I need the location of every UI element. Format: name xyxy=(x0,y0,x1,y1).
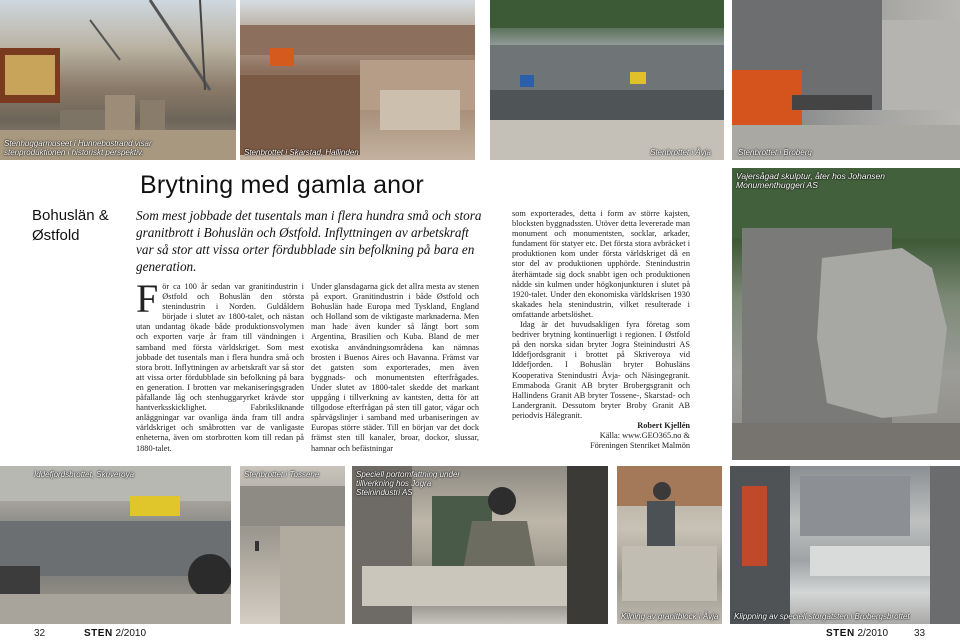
photo-jogra-door-frame xyxy=(352,466,608,624)
page-number-right: 33 xyxy=(914,628,926,639)
photo-iddefjord-scene xyxy=(0,466,231,624)
article-column-2 xyxy=(311,282,479,454)
photo-splitting-scene xyxy=(617,466,722,624)
magazine-footer-right: STEN 2/2010 xyxy=(826,628,889,639)
column-3-text-2: Idag är det huvudsakligen fyra företag som bedriver brytning kontinuerligt i regionen. I Østfold på den norska sidan bryter Jogra Steinindustri AS Iddefjordsgranit i brottet på Skriveroya vid Iddefjorden. I Bohuslän bryter Bohusläns Kooperativa Stenindustri Åvja- och Näsingegranit. Emmaboda Granit AB bryter Brobergsgranit och Hallindens Granit AB bryter Tossene-, Skarstad- och Landergranit. Dessutom bryter Broby Granit AB periodvis Hälegranit. xyxy=(512,320,690,420)
column-1-text: ör ca 100 år sedan var granitindustrin i Østfold och Bohuslän den största stenindustrin i Norden. Guldåldern började i slutet av 1800-talet, och nästan utan undantag ökade både produktionsvolymen och exporten varje år fram till vändningen i samband med första världskriget. Som mest jobbade det tusentals man i flera hundra små och stora brott. Inflyttningen av arbetskraft var så stor att vissa orter fördubblade sin befolkning på bara en generation. I brotten var mekaniseringsgraden påfallande låg och stenhuggaryrket krävde stor hantverksskicklighet. Fabriksliknande anläggningar var ovanliga ända fram till andra världskriget och småbrotten var de vanligaste enheterna, även om storbrotten kom till redan på 1880-talet. xyxy=(136,282,304,453)
photo-avja-splitting xyxy=(617,466,722,624)
photo-caption: Stenhuggarmuseet i Hunnebostrand visar stenproduktionen i historiskt perspektiv. xyxy=(4,139,152,157)
photo-broberg-quarry xyxy=(732,0,960,160)
magazine-footer-left: STEN 2/2010 xyxy=(84,628,147,639)
photo-caption: Stenbrottet i Skarstad, Hallinden xyxy=(244,148,359,157)
source-line-2: Föreningen Stenriket Malmön xyxy=(589,441,690,451)
photo-tossene-quarry xyxy=(240,466,345,624)
author-name: Robert Kjellén xyxy=(637,420,690,430)
photo-broberg-scene xyxy=(732,0,960,160)
photo-cutting-scene xyxy=(730,466,960,624)
photo-avja-quarry xyxy=(490,0,724,160)
photo-skarstad-quarry xyxy=(240,0,475,160)
photo-caption: Vajersågad skulptur, åter hos Johansen Monumenthuggeri AS xyxy=(736,171,886,190)
article-title: Brytning med gamla anor xyxy=(140,171,424,199)
photo-broberg-cutting xyxy=(730,466,960,624)
photo-wire-sawn-sculpture xyxy=(732,168,960,460)
photo-caption: Stenbrottet i Tossene xyxy=(244,470,320,479)
photo-caption: Iddefjordsbrottet, Skriveroya xyxy=(34,470,135,479)
article-lead: Som mest jobbade det tusentals man i flera hundra små och stora granitbrott i Bohuslän och Østfold. Inflyttningen av arbetskraft var så stor att vissa orter fördubblade sin befolkning på bara en generation. xyxy=(136,208,482,274)
column-2-text: Under glansdagarna gick det allra mesta av stenen på export. Granitindustrin i både Østfold och Bohuslän hade Europa med Tyskland, England och Holland som de viktigaste marknaderna. Men man hade även kunder så långt bort som Argentina, Brasilien och Kuba. Bland de mer exotiska användningsområdena kan nämnas brosten i Buenos Aires och Havanna. Främst var det gatsten som exporterades, men även byggnads- och monumentsten efterfrågades. Under slutet av 1800-talet skedde det markant uppgång i tillverkning av kantsten, detta för att tillgodose efterfrågan på sten till gator, vägar och spårvägslinjer i samband med urbaniseringen av Europas större städer. Till en början var det dock främst sten till kanaler, broar, dockor, slussar, hamnar och befästningar xyxy=(311,282,479,453)
source-line: Källa: www.GEO365.no & xyxy=(599,431,690,441)
photo-iddefjord-quarry xyxy=(0,466,231,624)
region-label: Bohuslän & Østfold xyxy=(32,207,109,244)
photo-avja-scene xyxy=(490,0,724,160)
page-number-left: 32 xyxy=(34,628,46,639)
photo-caption: Stenbrottet i Åvja xyxy=(650,148,711,157)
column-3-text: som exporterades, detta i form av större kajsten, blocksten byggnadssten. Utöver detta levererade man monument och monumentsten, socklar, arkader, fundament för statyer etc. Det första stora avbräcket i produktionen kom under första världskriget då en stor del av produktionen upphörde. Stenindustrin återhämtade sig dock snabbt igen och produktionen nådde sin kulmen under högkonjunkturen i slutet på 1920-talet. Under den ekonomiska världskrisen 1930 skakades hela stenindustrin, vilket resulterade i omfattande arbetslöshet. xyxy=(512,209,690,319)
article-column-1 xyxy=(136,276,304,454)
photo-caption: Speciell portomfattning under tillverkning hos Jogra Steinindustri AS xyxy=(356,470,461,497)
photo-stenhuggarmuseet xyxy=(0,0,236,160)
photo-caption: Klippning av speciell storgatsten i Brobergsbrottet xyxy=(734,612,910,621)
photo-stenhuggarmuseet-scene xyxy=(0,0,236,160)
article-column-3 xyxy=(512,209,690,451)
dropcap: F xyxy=(136,276,159,321)
photo-skarstad-scene xyxy=(240,0,475,160)
photo-caption: Stenbrottet i Broberg xyxy=(738,148,812,157)
photo-caption: Kilning av granitblock i Åvja xyxy=(621,612,719,621)
photo-tossene-scene xyxy=(240,466,345,624)
photo-sculpture-scene xyxy=(732,168,960,460)
